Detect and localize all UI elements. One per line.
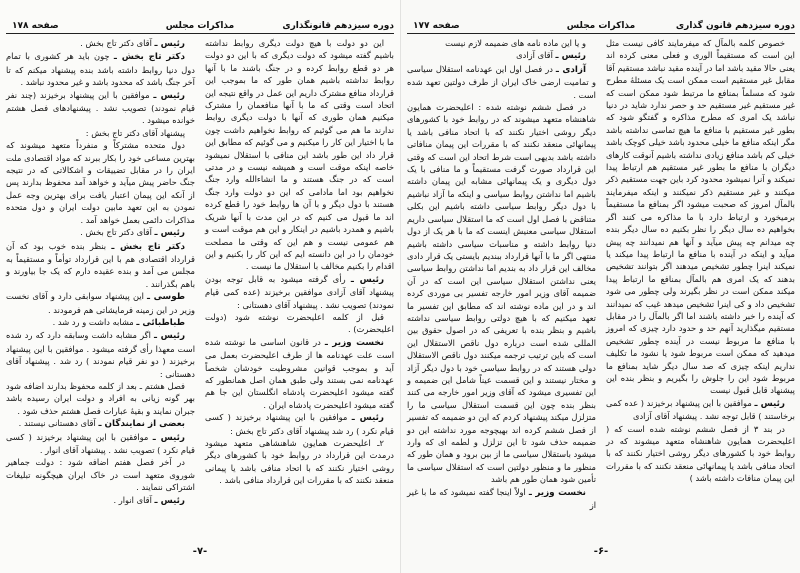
paragraph-text: و یا این ماده نامه های ضمیمه لازم نیست	[445, 38, 586, 48]
paragraph	[6, 494, 195, 507]
speaker-name: رئیس ـ	[153, 90, 186, 101]
page-header	[407, 19, 795, 34]
column-right	[606, 37, 795, 511]
paragraph-text: آقای انوار .	[113, 494, 152, 505]
folio-number: -۶-	[593, 546, 609, 557]
paragraph	[205, 37, 394, 273]
page-177	[400, 0, 800, 573]
paragraph	[6, 37, 195, 50]
paragraph	[6, 316, 195, 329]
paragraph-text: در فصل ششم نوشته شده : اعلیحضرت همایون شاهنشاه متعهد میشوند که در روابط خود با کشورهای دیگر روشی اختیار نکنند که با اتحاد منافی باشد یا پیمانهائی منعقد نکنند که با مقررات این پیمان منافاتی داشته باشد بدیهی است شرط اتحاد این است که وقتی این قرارداد صورت گرفت مستقیماً و ما منافی با یک دول دیگری و یک پیمانهائی مشابه این پیمان داشته باشیم اما نداشتن روابط سیاسی و اینکه ما آزاد نباشیم با دول دیگر روابط سیاسی داشته باشیم این بکلی متناقض با فصل اول است که ما استقلال سیاسی داریم استقلال سیاسی معنیش اینست که ما با هر یک از دول دنیا روابط داشته و مناسبات سیاسی داشته باشیم منتهی اگر ما با آنها قرارداد ببندیم بایستی یک قرار دادی مخالف این قرار داد به بندیم اما نداشتن روابط سیاسی یعنی نداشتن استقلال سیاسی این است که در آن ضمیمه آقای وزیر امور خارجه تفسیر بی موردی کرده اند و در این ماده نوشته اند که مطابق این تفسیر ما تعهد میکنیم که با هیچ دولتی روابط سیاسی نداشته باشیم و بنظر بنده با تعریفی که در اصول حقوق بین المللی شده است درباره دول ناقص الاستقلال این است که باین ترتیب ترجمه میکنند دول ناقص الاستقلال دولی هستند که در روابط سیاسی خود با دول دیگر آزاد و مختار نیستند و این قسمت عیناً شامل این ضمیمه و این تفسیری میشود که آقای وزیر امور خارجه می کنند بنظر بنده چون این قسمت استقلال سیاسی ما را متزلزل میکند پیشنهاد کردم که این دو ضمیمه که تفسیر از فصل ششم کرده اند بهیچوجه مورد نداشته این دو ضمیمه حذف شود تا این تزلزل و لطمه ای که وارد میشود باستقلال سیاسی ما از بین برود و همان طور که منظور ما و منظور دولتین است که استقلال سیاسی ما تأمین شود همان طور هم باشد	[407, 102, 596, 485]
session-title: دوره سیزدهم قانونگذاری	[282, 21, 394, 31]
paragraph-text: آقای دکتر تاج بخش .	[80, 38, 152, 48]
paragraph	[407, 37, 596, 49]
speaker-name: دکتر تاج بخش ـ	[113, 52, 185, 63]
speaker-name: بعضی از نمایندگان ـ	[98, 419, 185, 430]
paragraph	[205, 336, 394, 411]
column-left	[407, 37, 596, 511]
speaker-name: نخست وزیر ـ	[324, 337, 384, 348]
paragraph	[205, 437, 394, 487]
paragraph-text: در قانون اساسی ما نوشته شده است علت عهدنامه ها از طرف اعلیحضرت بعمل می آید و بموجب قوانین مشروطیت خودشان شخصاً عهدنامه نمی بستند ولی طبق همان اصل همانطور که گفته میشود اعلیحضرت پادشاه انگلستان این جا هم گفته میشود اعلیحضرت پادشاه ایران .	[205, 336, 394, 410]
text-columns	[407, 37, 795, 511]
paragraph-text: در فصل اول این عهدنامه استقلال سیاسی و تمامیت ارضی خاک ایران از طرف دولتین تعهد شده است .	[407, 63, 596, 100]
paragraph	[6, 431, 195, 457]
speaker-name: نخست وزیر ـ	[528, 487, 586, 498]
speaker-name: آزادی ـ	[555, 64, 587, 75]
speaker-name: طباطبائی ـ	[136, 317, 185, 328]
paragraph	[6, 89, 195, 127]
page-label: صفحه ۱۷۸	[12, 21, 59, 31]
paragraph-text: قبل از کلمه اعلیحضرت نوشته شود (دولت اعلیحضرت) .	[205, 311, 394, 335]
paragraph	[6, 417, 195, 430]
paragraph	[606, 37, 795, 397]
speaker-name: رئیس ـ	[154, 495, 185, 506]
paragraph	[6, 290, 195, 316]
paragraph-text: رأی گرفته میشود به قابل توجه بودن پیشنهاد آقای آزادی موافقین برخیزند (عده کمی قیام نمودند) تصویب نشد . پیشنهاد آقای دهستانی :	[205, 273, 394, 310]
paragraph	[205, 273, 394, 311]
speaker-name: رئیس ـ	[350, 274, 385, 285]
paragraph	[205, 311, 394, 336]
paragraph-text: موافقین با این پیشنهاد برخیزند ( کسی قیام نکرد ) تصویب نشد . پیشنهاد آقای انوار .	[6, 431, 195, 455]
publication-title: مذاکرات مجلس	[165, 21, 235, 31]
speaker-name: رئیس ـ	[555, 51, 586, 62]
paragraph	[6, 329, 195, 380]
column-right	[205, 37, 394, 507]
paragraph-text: اگر مشابه داشت وسابقه دارد که رد شده است معهذا رأی گرفته میشود . موافقین با این پیشنهاد برخیزند ( دو نفر قیام نمودند ) رد شد . پیشنهاد آقای دهستانی :	[6, 330, 195, 379]
paragraph	[6, 380, 195, 417]
paragraph	[6, 139, 195, 226]
paragraph-text: اولاً اینجا گفته نمیشود که ما با غیر از	[407, 486, 596, 511]
paragraph-text: این پیشنهاد سوابقی دارد و آقای نخست وزیر در این زمینه فرمایشاتی هم فرمودند .	[6, 291, 195, 315]
paragraph-text: در بند ۳ از فصل ششم نوشته شده است که ( اعلیحضرت همایون شاهنشاه متعهد میشوند که در روابط خود با کشورهای دیگر روشی اختیار نکنند که با اتحاد منافی باشد یا پیمانهائی منعقد نکنند که با مقررات این پیمان منافات داشته باشد )	[606, 423, 795, 484]
paragraph-text: مشابه داشت و رد شد .	[52, 316, 134, 327]
speaker-name: رئیس ـ	[154, 228, 185, 239]
paragraph-text: بنظر بنده خوب بود که آن قرارداد اقتصادی هم با این قرارداد توأماً و مستقیماً به مجلس می آمد و بنده عقیده دارم که یک جا بیاورند و باهم بگذرانند .	[6, 240, 195, 289]
paragraph-text: خصوص کلمه بالمآل که میفرمایند کافی نیست مثل این است که مستقیماً الوری و فعلی معنی کرده اند یعنی حالا مقید باشد اما در آینده مقید نباشد مستقیم آقا مقابل غیر مستقیم است ممکن است یک مسئلهٔ مطرح شود که مسلماً بمنافع ما مرتبط شود ممکن است که غیر مستقیم غیر مستقیم حد و حصر ندارد شاید در دنیا نباشد یک امری که مطرح مذاکره و گفتگو شود که بطور غیر مستقیم با منافع ما هیچ تماسی نداشته باشد مگر اینکه منافع ما خیلی محدود باشد خیلی کوچک باشد خیلی کم باشد منافع زیادی نداشته باشیم آنوقت کارهای دیگران با منافع ما بطور غیر مستقیم هم ارتباط پیدا نمیکند و آنرا نمیشود محدود کرد باین جهت مستقیم ذکر میکنند و غیر مستقیم ذکر نمیکنند و اینکه میفرمایند بالمآل امروز که صحبت میشود اگر بمنافع ما مستقیماً برمیخورد و ارتباط دارد با ما مذاکره می کنند اگر بخواهیم ده سال دیگر را نظر بکنیم ده سال دیگر بنده چه میدانم چه پیش میآید و آنها هم نمیدانند چه پیش میآید و اینکه در آینده با منافع ما ارتباط پیدا میکند یا نمیکند اینرا چطور تشخیص میدهند اگر بتوانند تشخیص بدهند که یک امری هم بالمآل بمنافع ما ارتباط پیدا میکند ممکن است در نظر بگیرند ولی چطور می شود تشخیص داد و کی اینرا تشخیص میدهد غیب که نمیدانند که آینده را خبر داشته باشند اما اگر بالمآل را در مقابل مستقیم میگذارید آنهم حد و حدود دارد چیزی که امروز با منافع ما مربوط نیست در آینده چطور تشخیص میدهید که ممکن است مربوط شود یا نشود ما تکلیف نداریم اینکه چیزی که صد سال دیگر شاید بمنافع ما مربوط شود این را جلوش را بگیریم و بنظر بنده این پیشنهاد قابل قبول نیست	[606, 38, 795, 396]
column-left	[6, 37, 195, 507]
paragraph-text: دول متحده مشترکاً و منفرداً متعهد میشوند که بهترین مساعی خود را بکار ببرند که مواد اقتصادی ملت ایران را در مقابل تضییقات و اشکالاتی که در نتیجه جنگ حاضر پیش میآید و خواهد آمد محفوظ بدارند پس از آنکه این پیمان اعتبار یافت برای بهترین وجه عمل نمودن به این تعهد مابین دولت ایران و دول متحده مذاکرات دائمی بعمل خواهد آمد .	[6, 140, 195, 225]
speaker-name: رئیس ـ	[154, 39, 185, 49]
paragraph	[6, 226, 195, 239]
paragraph-text: در آخر فصل هفتم اضافه شود : دولت جماهیر شوروی متعهد است در خاک ایران هیچگونه تبلیغات اشتراکی ننمایند .	[6, 457, 195, 493]
paragraph-text: پیشنهاد آقای دکتر تاج بخش :	[85, 127, 185, 138]
speaker-name: رئیس ـ	[754, 398, 785, 409]
paragraph-text: موافقین با این پیشنهاد برخیزند ( کسی قیام نکرد ) رد شد پیشنهاد آقای دکتر تاج بخش :	[205, 412, 394, 436]
speaker-name: رئیس ـ	[154, 331, 186, 342]
paragraph-text: موافقین با این پیشنهاد برخیزند ( عده کمی برخاستند ) قابل توجه نشد . پیشنهاد آقای آزادی	[606, 397, 795, 422]
speaker-name: رئیس ـ	[152, 432, 185, 443]
paragraph-text: آقای آزادی	[516, 50, 553, 61]
paragraph	[205, 411, 394, 437]
paragraph-text: آقای دکتر تاج بخش .	[80, 227, 152, 238]
paragraph	[407, 49, 596, 62]
paragraph	[6, 127, 195, 139]
text-columns	[6, 37, 394, 507]
session-title: دوره سیزدهم قانون گذاری	[675, 21, 795, 31]
speaker-name: دکتر تاج بخش ـ	[111, 241, 185, 252]
paragraph	[6, 456, 195, 493]
paragraph	[407, 486, 596, 512]
speaker-name: طوسی ـ	[147, 292, 185, 303]
page-label: صفحه ۱۷۷	[413, 21, 460, 31]
paragraph-text: آقای دهستانی نیستند .	[18, 418, 96, 429]
paragraph	[6, 50, 195, 88]
paragraph	[407, 63, 596, 101]
paragraph-text: فصل هشتم ـ بعد از کلمه محفوظ بدارند اضافه شود بهر گونه زیانی به افراد و دولت ایران رسیده باشد جبران نمایند و بقیهٔ عبارات فصل هشتم حذف شود .	[6, 380, 195, 416]
paragraph	[6, 240, 195, 291]
publication-title: مذاکرات مجلس	[566, 21, 636, 31]
paragraph-text: چون باید هر کشوری با تمام دول دنیا روابط داشته باشد بنده پیشنهاد میکنم که تا آخر جنگ باشد که محدود باشد و غیر محدود نباشد .	[6, 51, 195, 88]
paragraph-text: ۲ـ اعلیحضرت همایون شاهنشاهی متعهد میشود درمدت این قرارداد در روابط خود با کشورهای دیگر روشی اختیار نکنند که با اتحاد منافی باشد یا پیمانی منعقد نکنند که با مقررات این قرارداد منافی باشد .	[205, 438, 394, 486]
paragraph-text: موافقین با این پیشنهاد برخیزند (چند نفر قیام نمودند) تصویب نشد . پیشنهادهای فصل هشتم خوانده میشود .	[6, 89, 195, 126]
page-header	[6, 19, 394, 34]
folio-number: -۷-	[192, 546, 208, 557]
speaker-name: رئیس ـ	[351, 413, 384, 424]
paragraph-text: این دو دولت با هیچ دولت دیگری روابط نداشته باشیم گفته میشود که دولت دیگری که با این دو دولت هر دو قطع روابط کرده و در جنگ باشند ما با آنها روابط نداشته باشیم همان طور که ما بموجب این قرارداد منافع مشترک داریم این عمل در واقع نتیجه این اتحاد است وقتی که ما با آنها منافعمان را مشترک میکنیم همان طوری که آنها با دولت دیگری روابط ندارند ما هم می گوئیم که روابط نخواهیم داشت چون ما با اختیار این کار را میکنیم و می گوئیم که مطابق این قرار داد این طور باشد این منافی با استقلال نمیشود خاصه اینکه موقت است و همیشه نیست و در مدتی است که در جنگ هستند و ما انشاءالله وارد جنگ نخواهیم بود اما مادامی که این دو دولت وارد جنگ هستند با دول دیگر و با آن ها روابط خود را قطع کرده اند ما قبول می کنیم که در این مدت با آنها شریک باشیم و همدرد باشیم در اینکار و این هم موقت است و هم عمومی نیست و هم این که وقتی ما مصلحت خودمان را در این دانسته ایم که این کار را بکنیم و این اقدام را بکنیم مخالف با استقلال ما نیست .	[205, 38, 394, 272]
paragraph	[407, 101, 596, 486]
paragraph	[606, 397, 795, 423]
paragraph	[606, 423, 795, 485]
